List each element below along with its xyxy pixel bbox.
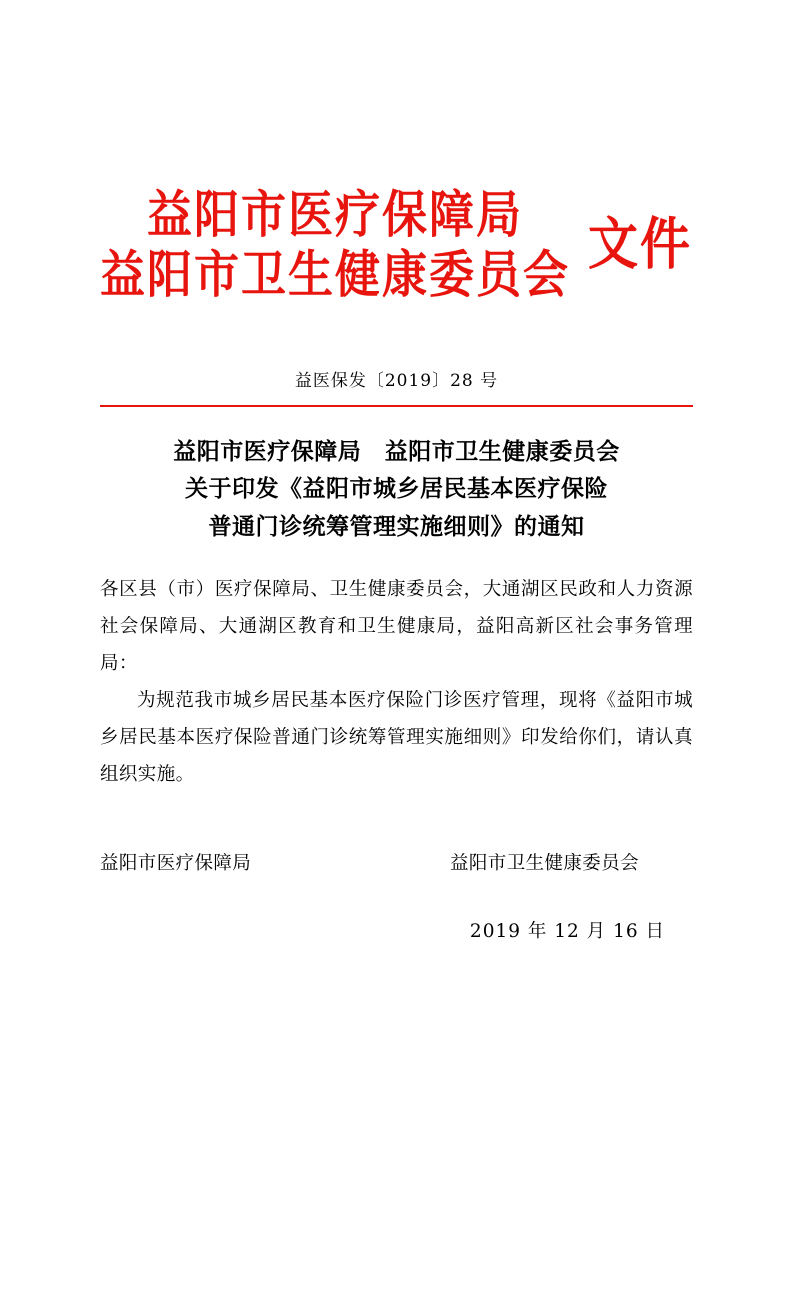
document-title-line-2: 关于印发《益阳市城乡居民基本医疗保险 [185, 475, 608, 503]
recipients-paragraph: 各区县（市）医疗保障局、卫生健康委员会，大通湖区民政和人力资源社会保障局、大通湖区教育和卫生健康局，益阳高新区社会事务管理局： [100, 578, 693, 674]
document-title-line-3: 普通门诊统筹管理实施细则》的通知 [208, 512, 585, 540]
document-word: 文件 [588, 211, 693, 278]
red-divider-rule [100, 405, 693, 408]
document-title [100, 433, 693, 545]
issuing-organizations [100, 185, 570, 306]
signature-date: 2019 年 12 月 16 日 [469, 920, 665, 942]
document-title-line-1: 益阳市医疗保障局 益阳市卫生健康委员会 [173, 438, 620, 466]
issuing-organization-line-1: 益阳市医疗保障局 [147, 184, 524, 245]
signature-left: 益阳市医疗保障局 [100, 852, 252, 874]
document-number: 益医保发〔2019〕28 号 [294, 370, 499, 391]
issuing-organization-line-2: 益阳市卫生健康委员会 [100, 245, 571, 305]
signature-block [100, 849, 693, 875]
document-body [100, 571, 693, 793]
document-page [0, 185, 793, 1307]
letterhead [100, 185, 693, 306]
signature-right: 益阳市卫生健康委员会 [450, 852, 640, 874]
body-paragraph: 为规范我市城乡居民基本医疗保险门诊医疗管理，现将《益阳市城乡居民基本医疗保险普通门诊统筹管理实施细则》印发给你们，请认真组织实施。 [100, 689, 693, 785]
